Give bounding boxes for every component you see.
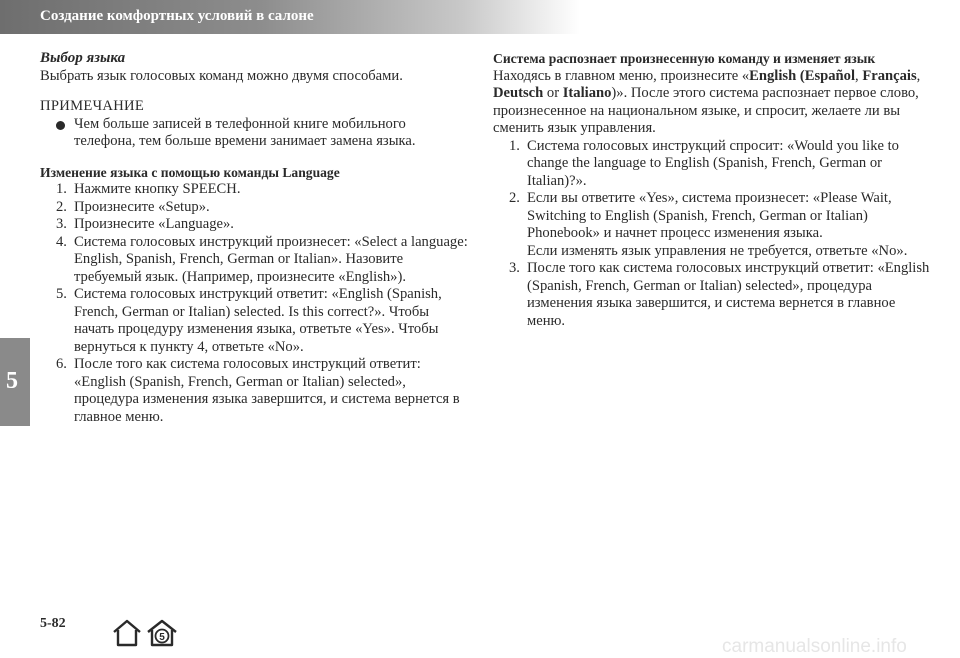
list-item: 2. Если вы ответите «Yes», система произнесет: «Please Wait, Switching to English (Spanish, French, German or Italian) Phonebook» и начнет процесс изменения языка. Если изменять язык управления не требуется, ответьте «No». — [509, 190, 908, 259]
svg-text:5: 5 — [159, 632, 165, 643]
note-text: Чем больше записей в телефонной книге мобильного телефона, тем больше времени занимает замена языка. — [74, 115, 416, 149]
list-item: 4. Система голосовых инструкций произнесет: «Select a language: English, Spanish, French, German or Italian». Назовите требуемый язык. (Например, произнесите «English»). — [56, 233, 468, 285]
page-number: 5-82 — [40, 616, 66, 631]
list-item: 6. После того как система голосовых инструкций ответит: «English (Spanish, French, German or Italian) selected», процедура изменения языка завершится, и система вернется в главное меню. — [56, 356, 460, 425]
right-column — [493, 50, 933, 330]
recognition-intro: Находясь в главном меню, произнесите «English (Español, Français, Deutsch or Italiano)». После этого система распознает первое слово, произнесенное на национальном языке, и спросит, желаете ли вы сменить язык управления. — [493, 67, 921, 136]
list-item: 1. Нажмите кнопку SPEECH. — [56, 181, 241, 197]
recognition-steps-list — [493, 138, 933, 331]
watermark: carmanualsonline.info — [722, 636, 907, 657]
page-header-title: Создание комфортных условий в салоне — [40, 8, 314, 24]
steps-list — [40, 181, 470, 426]
section-heading-recognition: Система распознает произнесенную команду и изменяет язык — [493, 51, 876, 66]
note-item — [40, 116, 470, 151]
bullet-icon — [56, 121, 65, 130]
list-item: 3. После того как система голосовых инструкций ответит: «English (Spanish, French, German or Italian) selected», процедура изменения языка завершится, и система вернется в главное меню. — [509, 260, 930, 329]
left-column — [40, 50, 470, 426]
chapter-number: 5 — [6, 368, 18, 394]
note-label: ПРИМЕЧАНИЕ — [40, 98, 145, 114]
chapter-home-icon[interactable] — [146, 618, 178, 653]
home-icon[interactable] — [112, 618, 142, 653]
intro-text: Выбрать язык голосовых команд можно двумя способами. — [40, 67, 403, 84]
list-item: 2. Произнесите «Setup». — [56, 198, 210, 215]
list-item: 3. Произнесите «Language». — [56, 216, 234, 232]
list-item: 5. Система голосовых инструкций ответит: «English (Spanish, French, German or Italian) selected. Is this correct?». Чтобы начать процедуру изменения языка, ответьте «Yes». Чтобы вернуться к пункту 4, ответьте «No». — [56, 286, 442, 355]
list-item: 1. Система голосовых инструкций спросит: «Would you like to change the language to English (Spanish, French, German or Italian)?». — [509, 137, 899, 189]
section-heading-language: Выбор языка — [40, 50, 126, 66]
header-band — [0, 0, 580, 34]
subheading-language-command: Изменение языка с помощью команды Language — [40, 164, 340, 180]
chapter-tab — [0, 338, 30, 426]
